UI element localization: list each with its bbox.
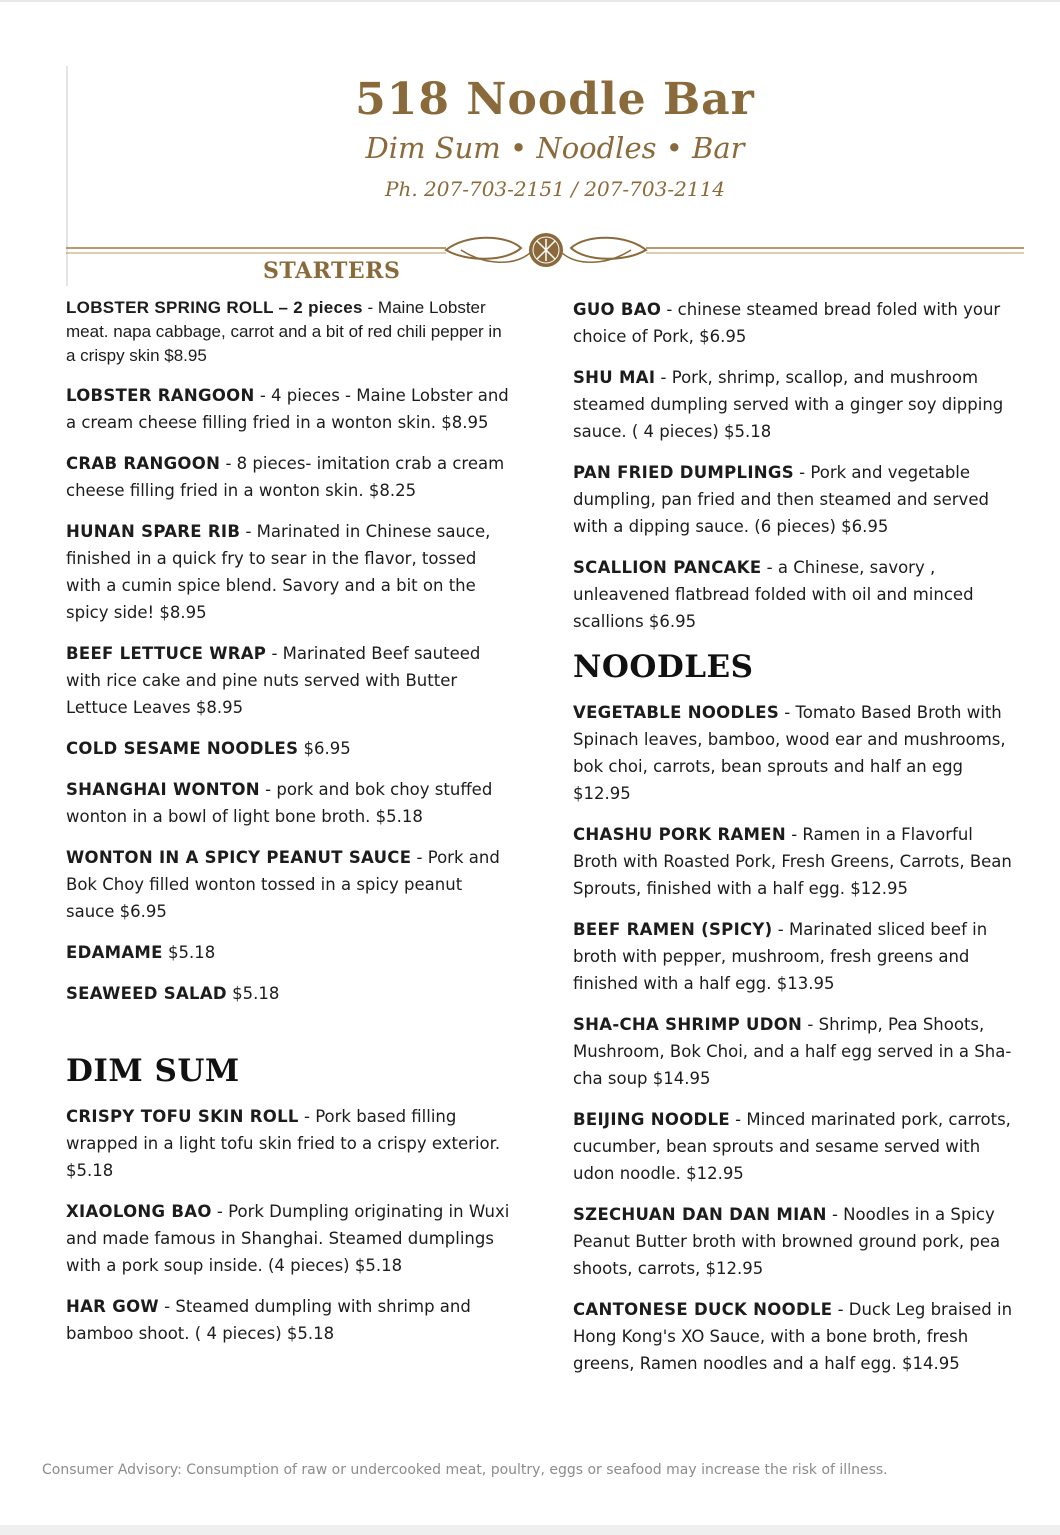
right-column [573, 296, 1018, 1391]
menu-item: SEAWEED SALAD $5.18 [66, 984, 280, 1003]
menu-item: CRAB RANGOON - 8 pieces- imitation crab a cream cheese filling fried in a wonton skin. $8.25 [66, 454, 505, 500]
menu-item: SHANGHAI WONTON - pork and bok choy stuffed wonton in a bowl of light bone broth. $5.18 [66, 780, 493, 826]
menu-item: BEEF RAMEN (SPICY) - Marinated sliced beef in broth with pepper, mushroom, fresh greens and finished with a half egg. $13.95 [573, 920, 988, 993]
menu-item: COLD SESAME NOODLES $6.95 [66, 739, 351, 758]
consumer-advisory: Consumer Advisory: Consumption of raw or undercooked meat, poultry, eggs or seafood may increase the risk of illness. [42, 1462, 888, 1478]
menu-item: BEIJING NOODLE - Minced marinated pork, carrots, cucumber, bean sprouts and sesame served with udon noodle. $12.95 [573, 1110, 1011, 1183]
section-title-noodles: NOODLES [573, 649, 754, 685]
phone-numbers: Ph. 207-703-2151 / 207-703-2114 [384, 177, 726, 201]
menu-item: PAN FRIED DUMPLINGS - Pork and vegetable dumpling, pan fried and then steamed and served with a dipping sauce. (6 pieces) $6.95 [573, 463, 989, 536]
menu-item: WONTON IN A SPICY PEANUT SAUCE - Pork and Bok Choy filled wonton tossed in a spicy peanut sauce $6.95 [66, 848, 500, 921]
menu-item: CRISPY TOFU SKIN ROLL - Pork based filling wrapped in a light tofu skin fried to a crispy exterior. $5.18 [66, 1107, 501, 1180]
menu-item: LOBSTER RANGOON - 4 pieces - Maine Lobster and a cream cheese filling fried in a wonton skin. $8.95 [66, 386, 509, 432]
section-title-starters: STARTERS [263, 258, 401, 284]
menu-item: LOBSTER SPRING ROLL – 2 pieces - Maine Lobster meat. napa cabbage, carrot and a bit of red chili pepper in a crispy skin $8.95 [66, 298, 502, 365]
menu-item: CANTONESE DUCK NOODLE - Duck Leg braised in Hong Kong's XO Sauce, with a bone broth, fresh greens, Ramen noodles and a half egg. $14.95 [573, 1300, 1013, 1373]
menu-item: HUNAN SPARE RIB - Marinated in Chinese sauce, finished in a quick fry to sear in the flavor, tossed with a cumin spice blend. Savory and a bit on the spicy side! $8.95 [66, 522, 491, 622]
left-column [66, 296, 511, 1361]
menu-item: BEEF LETTUCE WRAP - Marinated Beef sauteed with rice cake and pine nuts served with Butter Lettuce Leaves $8.95 [66, 644, 481, 717]
menu-item: SZECHUAN DAN DAN MIAN - Noodles in a Spicy Peanut Butter broth with browned ground pork, pea shoots, carrots, $12.95 [573, 1205, 1001, 1278]
ornament-divider [66, 226, 1024, 286]
menu-item: EDAMAME $5.18 [66, 943, 216, 962]
menu-item: HAR GOW - Steamed dumpling with shrimp and bamboo shoot. ( 4 pieces) $5.18 [66, 1297, 471, 1343]
menu-item: SCALLION PANCAKE - a Chinese, savory , unleavened flatbread folded with oil and minced scallions $6.95 [573, 558, 974, 631]
top-border [0, 0, 1060, 2]
menu-item: SHA-CHA SHRIMP UDON - Shrimp, Pea Shoots, Mushroom, Bok Choi, and a half egg served in a Sha-cha soup $14.95 [573, 1015, 1012, 1088]
menu-item: XIAOLONG BAO - Pork Dumpling originating in Wuxi and made famous in Shanghai. Steamed dumplings with a pork soup inside. (4 pieces) $5.18 [66, 1202, 510, 1275]
bottom-border [0, 1525, 1060, 1535]
menu-header [0, 72, 1060, 204]
menu-item: CHASHU PORK RAMEN - Ramen in a Flavorful Broth with Roasted Pork, Fresh Greens, Carrots, Bean Sprouts, finished with a half egg. $12.95 [573, 825, 1012, 898]
restaurant-tagline: Dim Sum • Noodles • Bar [365, 131, 745, 165]
menu-item: SHU MAI - Pork, shrimp, scallop, and mushroom steamed dumpling served with a ginger soy dipping sauce. ( 4 pieces) $5.18 [573, 368, 1004, 441]
section-title-dim-sum: DIM SUM [66, 1053, 240, 1089]
restaurant-name: 518 Noodle Bar [355, 74, 755, 125]
menu-item: GUO BAO - chinese steamed bread foled with your choice of Pork, $6.95 [573, 300, 1001, 346]
menu-item: VEGETABLE NOODLES - Tomato Based Broth with Spinach leaves, bamboo, wood ear and mushrooms, bok choi, carrots, bean sprouts and half an egg $12.95 [573, 703, 1006, 803]
